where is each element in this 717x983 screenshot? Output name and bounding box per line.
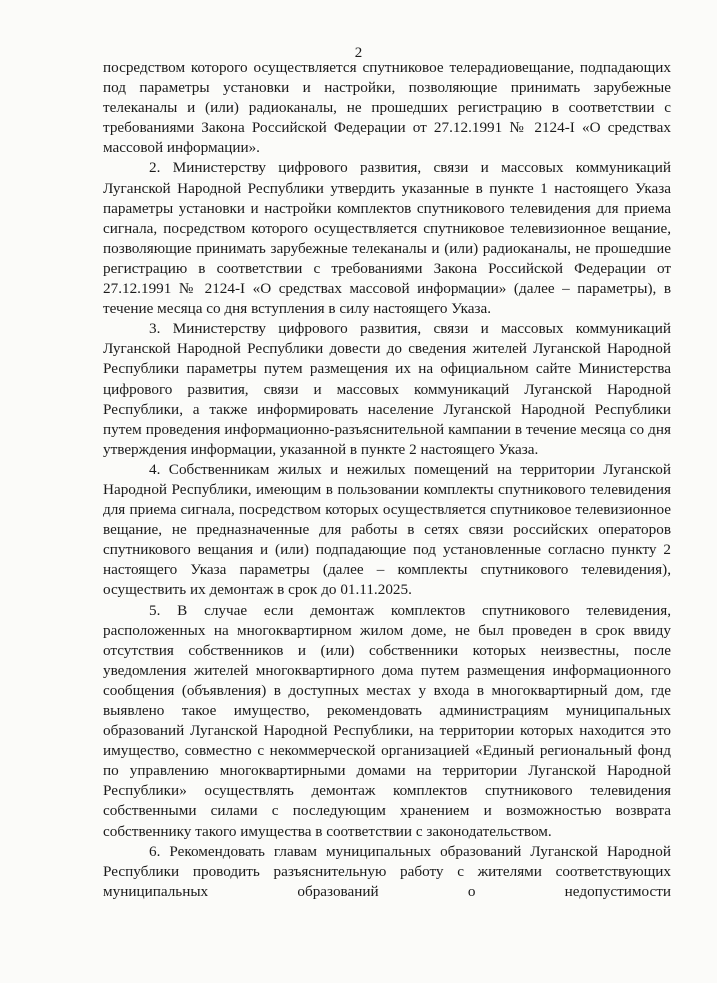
paragraph-item-5: 5. В случае если демонтаж комплектов спутникового телевидения, расположенных на многоквартирном жилом доме, не был проведен в срок ввиду отсутствия собственников и (или) собственники которых неизвестны, после уведомления жителей многоквартирного дома путем размещения информационного сообщения (объявления) в доступных местах у входа в многоквартирный дом, где выявлено такое имущество, рекомендовать администрациям муниципальных образований Луганской Народной Республики, на территории которых находится это имущество, совместно с некоммерческой организацией «Единый региональный фонд по управлению многоквартирными домами на территории Луганской Народной Республики» осуществлять демонтаж комплектов спутникового телевидения собственными силами с последующим хранением и возможностью возврата собственнику такого имущества в соответствии с законодательством. xyxy=(103,601,671,840)
page-number: 2 xyxy=(354,45,363,61)
paragraph-item-6: 6. Рекомендовать главам муниципальных образований Луганской Народной Республики проводить разъяснительную работу с жителями соответствующих муниципальных образований о недопустимости xyxy=(103,842,671,900)
paragraph-1-continuation: посредством которого осуществляется спутниковое телерадиовещание, подпадающих под параметры установки и настройки, позволяющие принимать зарубежные телеканалы и (или) радиоканалы, не прошедших регистрацию в соответствии с требованиями Закона Российской Федерации от 27.12.1991 № 2124-I «О средствах массовой информации». xyxy=(103,59,671,157)
paragraph-item-4: 4. Собственникам жилых и нежилых помещений на территории Луганской Народной Республики, имеющим в пользовании комплекты спутникового телевидения для приема сигнала, посредством которых осуществляется спутниковое телевизионное вещание, не предназначенные для работы в сетях связи российских операторов спутникового вещания и (или) подпадающие под установленные согласно пункту 2 настоящего Указа параметры (далее – комплекты спутникового телевидения), осуществить их демонтаж в срок до 01.11.2025. xyxy=(103,460,671,599)
paragraph-item-2: 2. Министерству цифрового развития, связи и массовых коммуникаций Луганской Народной Республики утвердить указанные в пункте 1 настоящего Указа параметры установки и настройки комплектов спутникового телевидения для приема сигнала, посредством которого осуществляется спутниковое телевизионное вещание, позволяющие принимать зарубежные телеканалы и (или) радиоканалы, не прошедшие регистрацию в соответствии с требованиями Закона Российской Федерации от 27.12.1991 № 2124-I «О средствах массовой информации» (далее – параметры), в течение месяца со дня вступления в силу настоящего Указа. xyxy=(103,159,671,318)
document-body xyxy=(103,58,671,902)
paragraph-item-3: 3. Министерству цифрового развития, связи и массовых коммуникаций Луганской Народной Республики довести до сведения жителей Луганской Народной Республики параметры путем размещения их на официальном сайте Министерства цифрового развития, связи и массовых коммуникаций Луганской Народной Республики, а также информировать население Луганской Народной Республики путем проведения информационно-разъяснительной кампании в течение месяца со дня утверждения информации, указанной в пункте 2 настоящего Указа. xyxy=(103,320,671,458)
